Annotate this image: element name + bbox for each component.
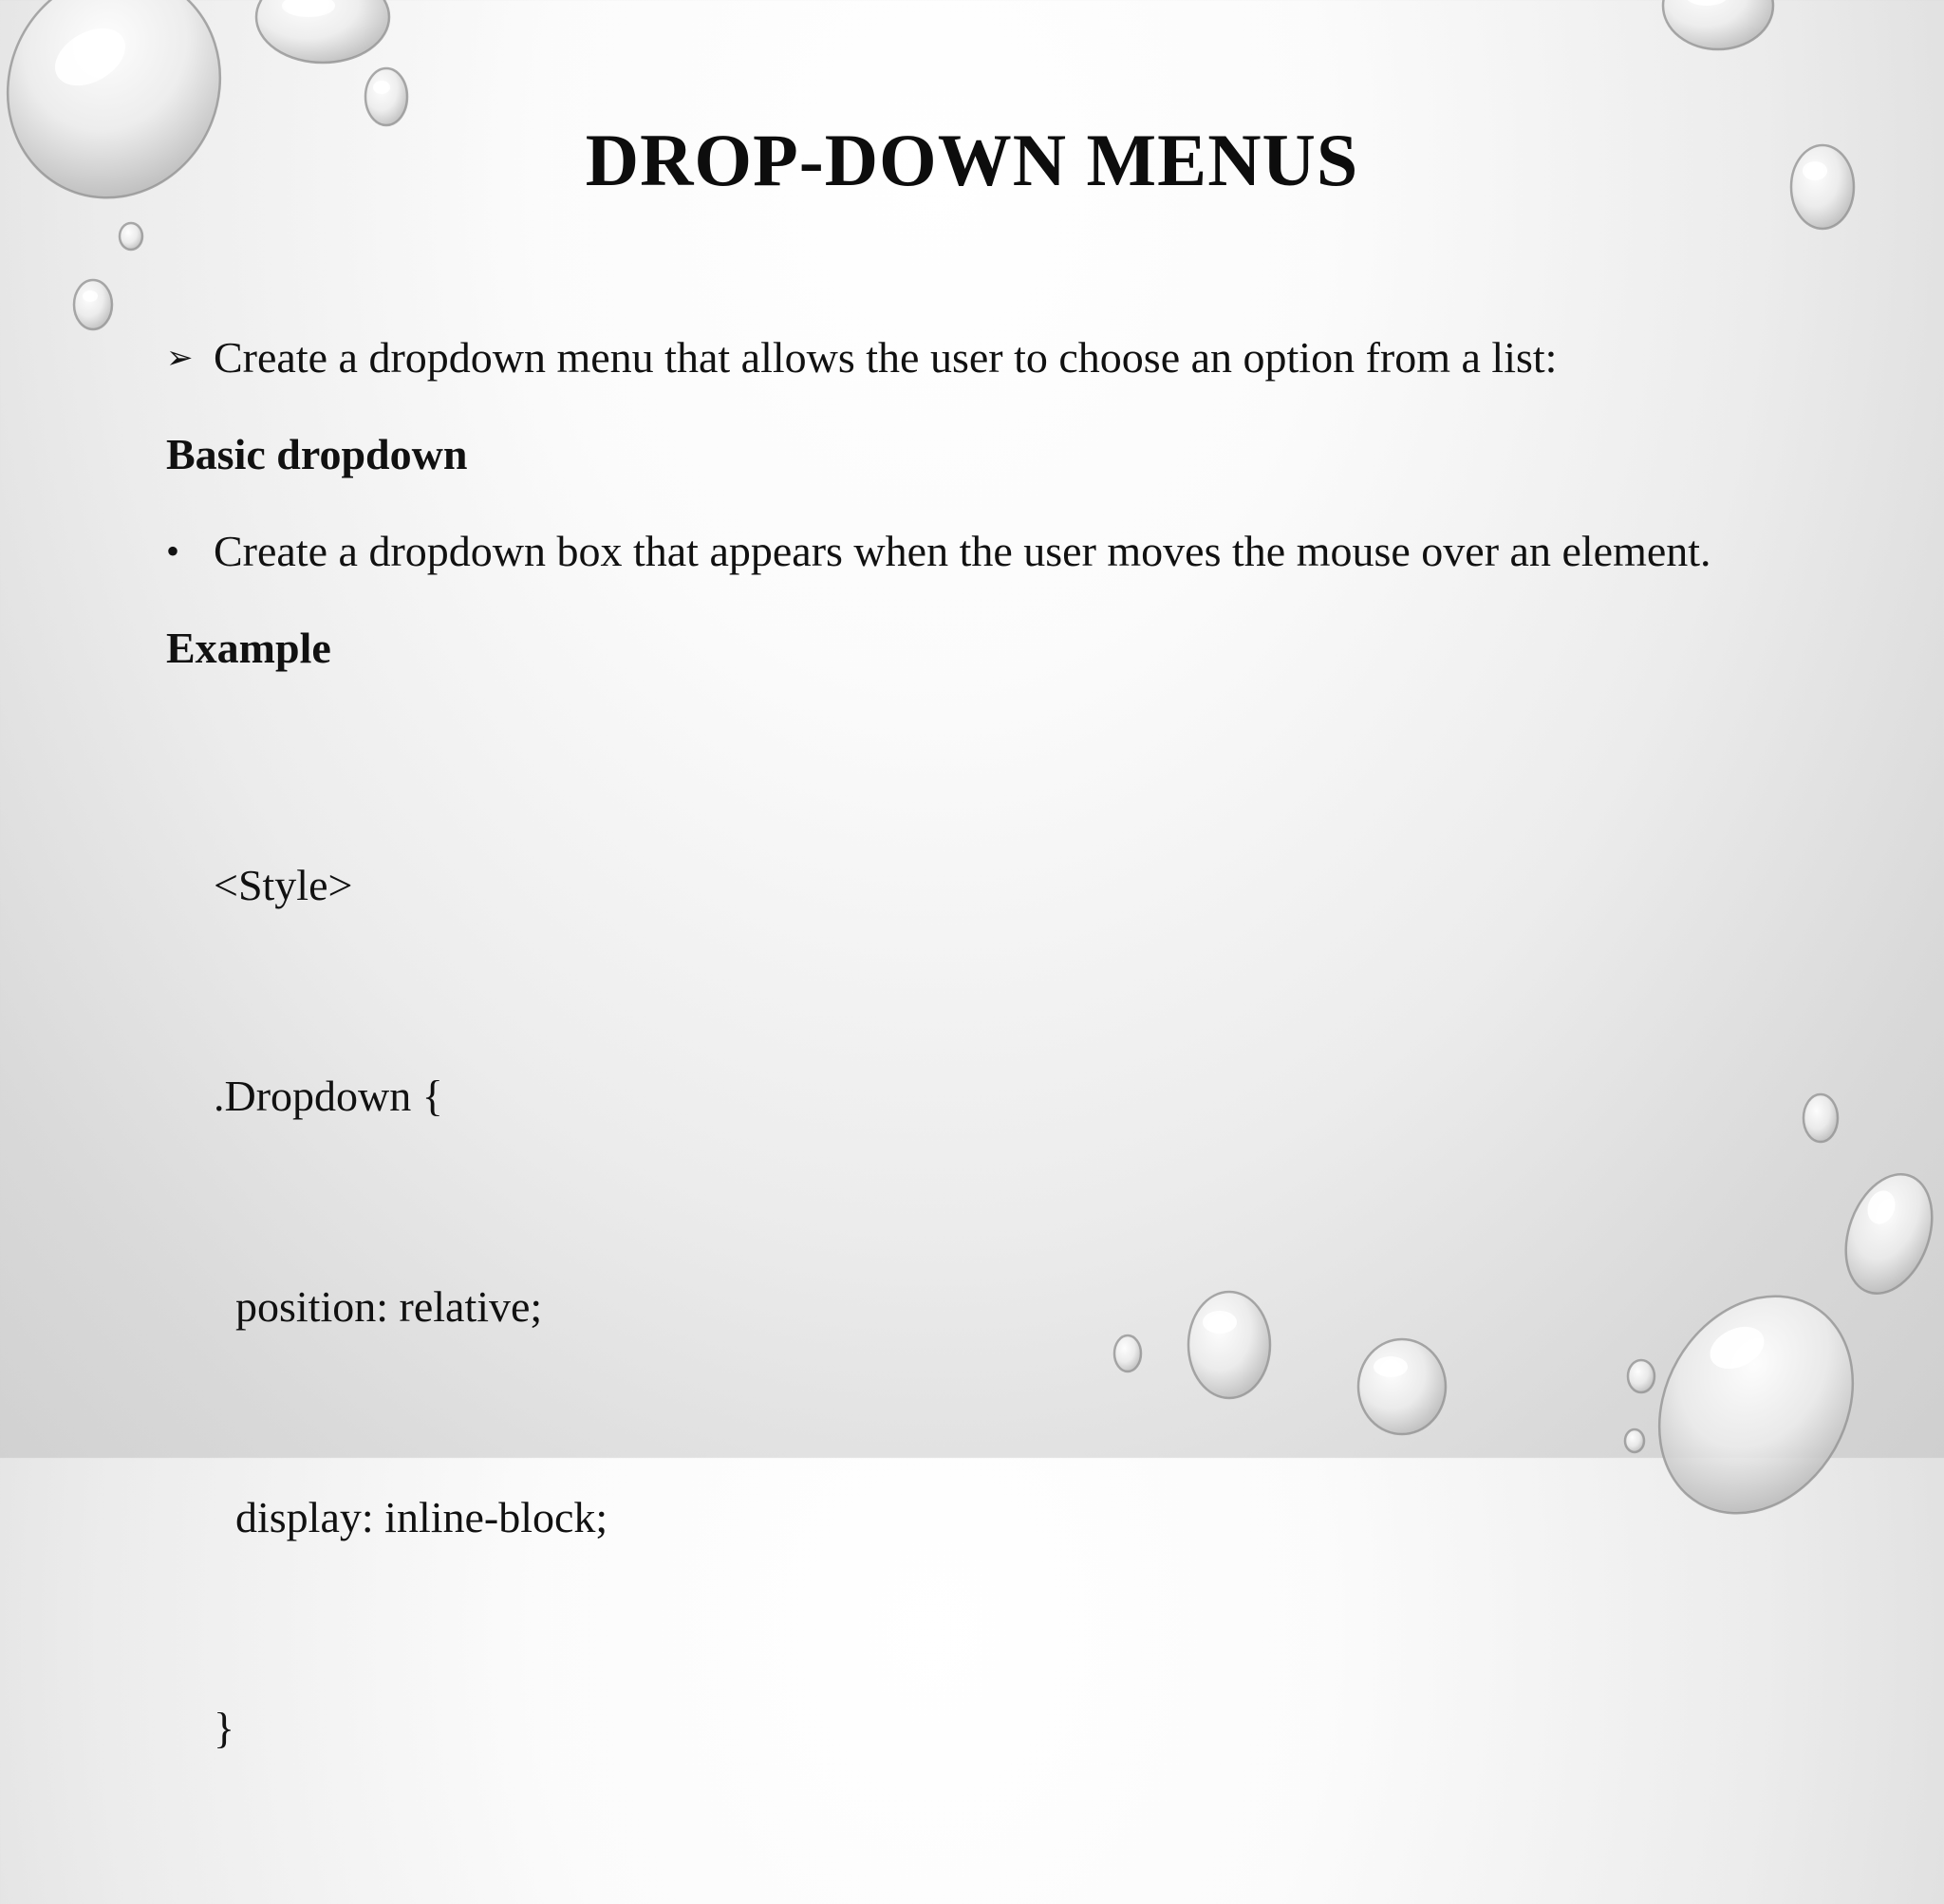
droplet-icon — [365, 68, 407, 125]
arrowhead-bullet-icon: ➢ — [166, 339, 194, 377]
round-bullet-icon: • — [166, 530, 180, 572]
droplet-icon — [1830, 1163, 1944, 1306]
intro-bullet — [166, 323, 1732, 393]
droplet-icon — [74, 280, 112, 329]
code-line: <Style> — [214, 861, 353, 909]
code-line: } — [214, 1704, 235, 1752]
slide-title: DROP-DOWN MENUS — [585, 119, 1359, 201]
droplet-icon — [1804, 1094, 1838, 1142]
droplet-icon — [1663, 0, 1773, 49]
droplet-icon — [120, 223, 142, 250]
intro-bullet-text: Create a dropdown menu that allows the user to choose an option from a list: — [214, 333, 1558, 382]
code-block — [166, 710, 1732, 1904]
example-heading: Example — [166, 624, 331, 672]
dot-bullet — [166, 516, 1732, 587]
code-line: display: inline-block; — [214, 1493, 608, 1541]
droplet-icon — [256, 0, 389, 63]
section-heading: Basic dropdown — [166, 430, 468, 478]
code-line: position: relative; — [214, 1282, 543, 1331]
slide-body — [166, 323, 1732, 1904]
code-line: .Dropdown { — [214, 1072, 443, 1120]
dot-bullet-text: Create a dropdown box that appears when the user moves the mouse over an element. — [214, 527, 1711, 575]
